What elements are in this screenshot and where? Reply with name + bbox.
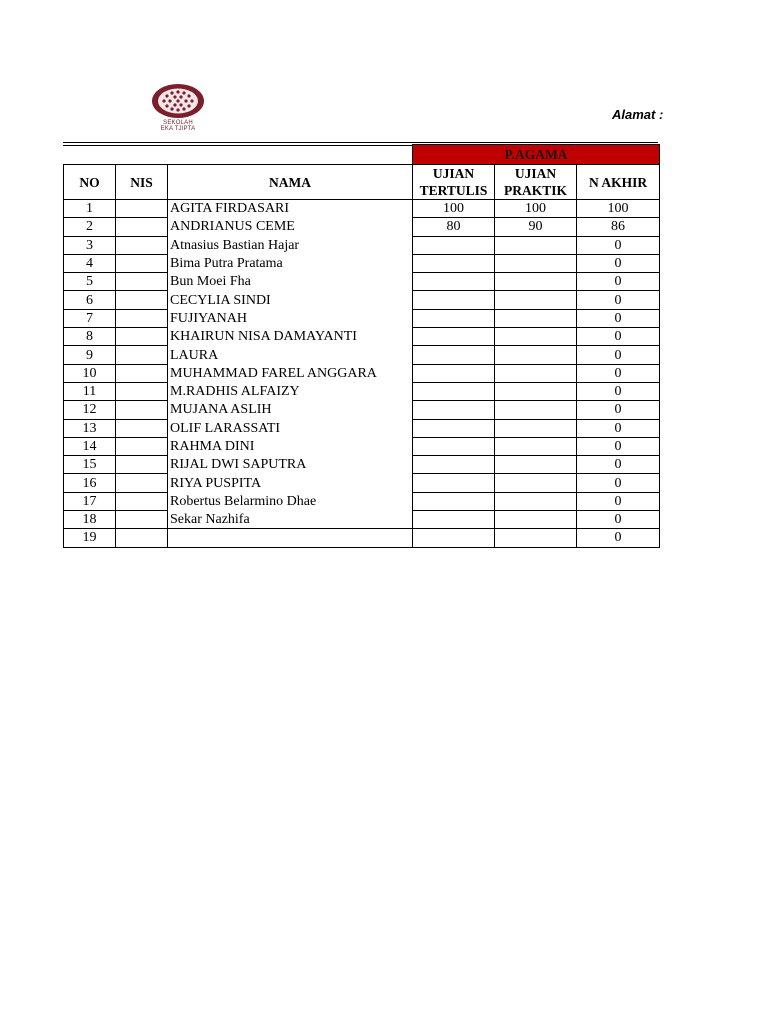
ujian-tertulis-cell <box>413 419 495 437</box>
ujian-tertulis-cell <box>413 474 495 492</box>
row-number-cell: 12 <box>64 401 116 419</box>
school-logo-text-line1: SEKOLAH <box>163 120 193 126</box>
ujian-tertulis-cell <box>413 401 495 419</box>
nis-cell <box>116 474 168 492</box>
table-row <box>64 273 660 291</box>
address-label: Alamat : <box>612 107 664 122</box>
student-name-cell: MUJANA ASLIH <box>168 401 413 419</box>
grades-table-body <box>64 200 660 548</box>
ujian-tertulis-cell <box>413 236 495 254</box>
ujian-praktik-cell <box>495 309 577 327</box>
n-akhir-cell: 0 <box>577 291 660 309</box>
ujian-tertulis-cell <box>413 328 495 346</box>
nis-cell <box>116 511 168 529</box>
student-name-cell: AGITA FIRDASARI <box>168 200 413 218</box>
student-name-cell: Bima Putra Pratama <box>168 254 413 272</box>
nis-cell <box>116 456 168 474</box>
ujian-praktik-cell <box>495 382 577 400</box>
ujian-praktik-cell <box>495 474 577 492</box>
ujian-tertulis-cell <box>413 309 495 327</box>
n-akhir-cell: 0 <box>577 273 660 291</box>
table-row <box>64 492 660 510</box>
n-akhir-cell: 0 <box>577 236 660 254</box>
nis-cell <box>116 218 168 236</box>
nis-cell <box>116 291 168 309</box>
nis-cell <box>116 346 168 364</box>
student-name-cell <box>168 529 413 547</box>
row-number-cell: 19 <box>64 529 116 547</box>
ujian-tertulis-cell: 100 <box>413 200 495 218</box>
n-akhir-cell: 86 <box>577 218 660 236</box>
row-number-cell: 16 <box>64 474 116 492</box>
n-akhir-cell: 0 <box>577 456 660 474</box>
table-row <box>64 236 660 254</box>
column-header-no: NO <box>64 165 116 200</box>
ujian-tertulis-cell <box>413 254 495 272</box>
ujian-praktik-cell <box>495 511 577 529</box>
table-row <box>64 437 660 455</box>
ujian-praktik-cell <box>495 346 577 364</box>
n-akhir-cell: 0 <box>577 401 660 419</box>
n-akhir-cell: 0 <box>577 511 660 529</box>
school-logo-emblem-icon <box>150 82 206 120</box>
ujian-praktik-cell <box>495 401 577 419</box>
row-number-cell: 4 <box>64 254 116 272</box>
ujian-praktik-cell: 100 <box>495 200 577 218</box>
row-number-cell: 11 <box>64 382 116 400</box>
table-row <box>64 346 660 364</box>
table-row <box>64 254 660 272</box>
student-name-cell: M.RADHIS ALFAIZY <box>168 382 413 400</box>
nis-cell <box>116 401 168 419</box>
ujian-tertulis-cell <box>413 382 495 400</box>
student-name-cell: RIYA PUSPITA <box>168 474 413 492</box>
ujian-praktik-cell <box>495 254 577 272</box>
n-akhir-cell: 0 <box>577 492 660 510</box>
student-name-cell: Sekar Nazhifa <box>168 511 413 529</box>
row-number-cell: 10 <box>64 364 116 382</box>
table-row <box>64 419 660 437</box>
column-header-ujian-praktik-line2: PRAKTIK <box>504 183 568 198</box>
ujian-tertulis-cell <box>413 437 495 455</box>
table-row <box>64 218 660 236</box>
nis-cell <box>116 364 168 382</box>
column-header-ujian-praktik-line1: UJIAN <box>514 166 557 181</box>
row-number-cell: 5 <box>64 273 116 291</box>
ujian-tertulis-cell <box>413 492 495 510</box>
column-header-ujian-tertulis-line1: UJIAN <box>432 166 475 181</box>
student-name-cell: LAURA <box>168 346 413 364</box>
nis-cell <box>116 309 168 327</box>
school-logo-text <box>150 120 206 132</box>
student-name-cell: ANDRIANUS CEME <box>168 218 413 236</box>
ujian-praktik-cell <box>495 291 577 309</box>
ujian-tertulis-cell: 80 <box>413 218 495 236</box>
column-header-ujian-tertulis-line2: TERTULIS <box>419 183 488 198</box>
ujian-praktik-cell <box>495 328 577 346</box>
n-akhir-cell: 0 <box>577 382 660 400</box>
ujian-praktik-cell <box>495 529 577 547</box>
column-header-nama: NAMA <box>168 165 413 200</box>
student-name-cell: Bun Moei Fha <box>168 273 413 291</box>
ujian-tertulis-cell <box>413 456 495 474</box>
student-name-cell: FUJIYANAH <box>168 309 413 327</box>
ujian-praktik-cell <box>495 236 577 254</box>
row-number-cell: 13 <box>64 419 116 437</box>
column-header-ujian-tertulis <box>413 165 495 200</box>
nis-cell <box>116 273 168 291</box>
ujian-tertulis-cell <box>413 273 495 291</box>
ujian-praktik-cell <box>495 492 577 510</box>
student-name-cell: RIJAL DWI SAPUTRA <box>168 456 413 474</box>
row-number-cell: 8 <box>64 328 116 346</box>
header-divider <box>63 142 658 143</box>
row-number-cell: 7 <box>64 309 116 327</box>
row-number-cell: 17 <box>64 492 116 510</box>
n-akhir-cell: 0 <box>577 529 660 547</box>
nis-cell <box>116 236 168 254</box>
student-name-cell: RAHMA DINI <box>168 437 413 455</box>
n-akhir-cell: 100 <box>577 200 660 218</box>
subject-header-row <box>64 145 660 165</box>
table-row <box>64 511 660 529</box>
student-name-cell: CECYLIA SINDI <box>168 291 413 309</box>
column-header-ujian-praktik <box>495 165 577 200</box>
n-akhir-cell: 0 <box>577 474 660 492</box>
ujian-tertulis-cell <box>413 511 495 529</box>
table-row <box>64 456 660 474</box>
column-header-row <box>64 165 660 200</box>
ujian-praktik-cell <box>495 273 577 291</box>
row-number-cell: 3 <box>64 236 116 254</box>
nis-cell <box>116 419 168 437</box>
ujian-praktik-cell <box>495 437 577 455</box>
n-akhir-cell: 0 <box>577 419 660 437</box>
ujian-praktik-cell <box>495 456 577 474</box>
nis-cell <box>116 492 168 510</box>
table-row <box>64 200 660 218</box>
nis-cell <box>116 437 168 455</box>
n-akhir-cell: 0 <box>577 364 660 382</box>
subject-header: P.AGAMA <box>413 145 660 165</box>
nis-cell <box>116 254 168 272</box>
row-number-cell: 14 <box>64 437 116 455</box>
ujian-praktik-cell <box>495 419 577 437</box>
row-number-cell: 6 <box>64 291 116 309</box>
student-name-cell: Atnasius Bastian Hajar <box>168 236 413 254</box>
student-name-cell: OLIF LARASSATI <box>168 419 413 437</box>
table-row <box>64 364 660 382</box>
table-row <box>64 474 660 492</box>
table-row <box>64 309 660 327</box>
row-number-cell: 1 <box>64 200 116 218</box>
row-number-cell: 18 <box>64 511 116 529</box>
ujian-tertulis-cell <box>413 529 495 547</box>
column-header-nis: NIS <box>116 165 168 200</box>
table-row <box>64 328 660 346</box>
school-logo <box>150 82 210 136</box>
ujian-praktik-cell <box>495 364 577 382</box>
row-number-cell: 15 <box>64 456 116 474</box>
nis-cell <box>116 382 168 400</box>
ujian-tertulis-cell <box>413 364 495 382</box>
school-logo-text-line2: EKA TJIPTA <box>160 126 196 132</box>
table-row <box>64 291 660 309</box>
student-name-cell: KHAIRUN NISA DAMAYANTI <box>168 328 413 346</box>
n-akhir-cell: 0 <box>577 328 660 346</box>
student-name-cell: MUHAMMAD FAREL ANGGARA <box>168 364 413 382</box>
n-akhir-cell: 0 <box>577 254 660 272</box>
table-row <box>64 529 660 547</box>
student-name-cell: Robertus Belarmino Dhae <box>168 492 413 510</box>
row-number-cell: 9 <box>64 346 116 364</box>
ujian-tertulis-cell <box>413 346 495 364</box>
row-number-cell: 2 <box>64 218 116 236</box>
n-akhir-cell: 0 <box>577 346 660 364</box>
nis-cell <box>116 328 168 346</box>
column-header-n-akhir: N AKHIR <box>577 165 660 200</box>
table-row <box>64 401 660 419</box>
ujian-praktik-cell: 90 <box>495 218 577 236</box>
table-row <box>64 382 660 400</box>
ujian-tertulis-cell <box>413 291 495 309</box>
grades-table <box>63 144 660 548</box>
nis-cell <box>116 529 168 547</box>
nis-cell <box>116 200 168 218</box>
n-akhir-cell: 0 <box>577 309 660 327</box>
n-akhir-cell: 0 <box>577 437 660 455</box>
